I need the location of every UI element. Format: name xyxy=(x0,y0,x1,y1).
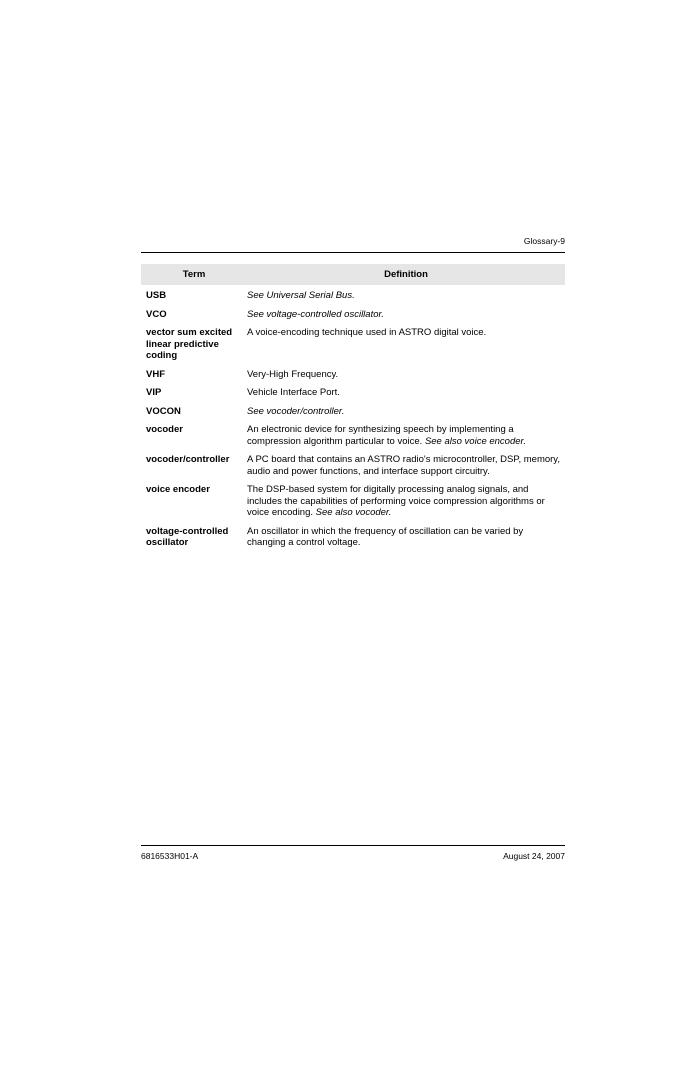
glossary-definition xyxy=(247,290,565,301)
page-label: Glossary-9 xyxy=(523,236,565,246)
page-footer xyxy=(141,845,565,861)
definition-text: An electronic device for synthesizing speech by implementing a compression algorithm particular to voice. xyxy=(247,424,514,447)
glossary-definition xyxy=(247,309,565,320)
document-number: 6816533H01-A xyxy=(141,851,199,861)
table-row xyxy=(141,406,565,417)
definition-text: A voice-encoding technique used in ASTRO digital voice. xyxy=(247,327,487,339)
glossary-term: VCO xyxy=(146,308,167,320)
glossary-definition xyxy=(247,526,565,549)
definition-reference-text: See also voice encoder. xyxy=(424,435,526,447)
table-row xyxy=(141,454,565,477)
table-row xyxy=(141,290,565,301)
definition-text: Very-High Frequency. xyxy=(247,368,339,380)
glossary-definition xyxy=(247,369,565,380)
glossary-term: VHF xyxy=(146,368,165,380)
definition-reference-text: See Universal Serial Bus. xyxy=(247,290,355,301)
glossary-term: VOCON xyxy=(146,405,181,417)
table-row xyxy=(141,327,565,361)
definition-text: The DSP-based system for digitally processing analog signals, and includes the capabilities of performing voice compression algorithms or voice encoding. xyxy=(247,484,545,519)
glossary-term: VIP xyxy=(146,387,162,399)
page-header xyxy=(141,236,565,253)
definition-text: An oscillator in which the frequency of oscillation can be varied by changing a control voltage. xyxy=(247,525,524,549)
glossary-term: vector sum excited linear predictive coding xyxy=(146,327,233,361)
definition-text: A PC board that contains an ASTRO radio's microcontroller, DSP, memory, audio and power functions, and interface support circuitry. xyxy=(247,454,560,477)
definition-reference-text: See voltage-controlled oscillator. xyxy=(247,308,384,320)
glossary-definition xyxy=(247,327,565,361)
glossary-definition xyxy=(247,406,565,417)
glossary-term: vocoder/controller xyxy=(146,454,230,466)
document-date: August 24, 2007 xyxy=(503,851,565,861)
glossary-table xyxy=(141,264,565,556)
glossary-definition xyxy=(247,484,565,518)
table-row xyxy=(141,526,565,549)
glossary-definition xyxy=(247,454,565,477)
table-row xyxy=(141,484,565,518)
definition-reference-text: See vocoder/controller. xyxy=(247,405,345,417)
table-row xyxy=(141,387,565,398)
table-header-row xyxy=(141,264,565,285)
column-header-term: Term xyxy=(182,269,206,280)
table-row xyxy=(141,424,565,447)
definition-text: Vehicle Interface Port. xyxy=(247,387,340,399)
definition-reference-text: See also vocoder. xyxy=(315,507,392,519)
glossary-term: USB xyxy=(146,290,167,301)
glossary-definition xyxy=(247,424,565,447)
glossary-term: voice encoder xyxy=(146,484,210,496)
glossary-rows xyxy=(141,290,565,549)
glossary-term: vocoder xyxy=(146,424,183,436)
glossary-term: voltage-controlled oscillator xyxy=(146,525,229,549)
table-row xyxy=(141,309,565,320)
glossary-definition xyxy=(247,387,565,398)
column-header-definition: Definition xyxy=(384,269,428,280)
table-row xyxy=(141,369,565,380)
